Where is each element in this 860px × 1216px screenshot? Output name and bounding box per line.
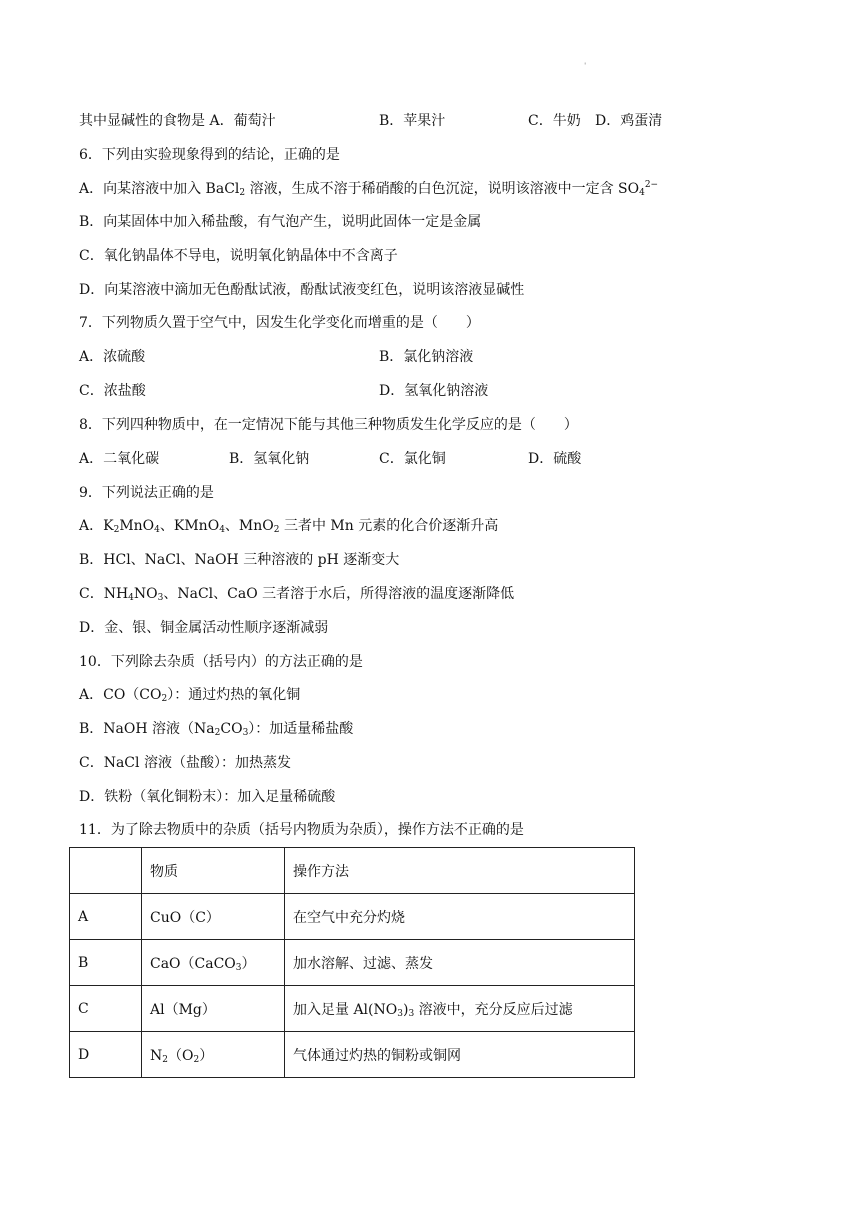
row-substance-tail: ）: [241, 955, 256, 972]
row-method-paren: ): [402, 1001, 409, 1018]
q9-stem: 9．下列说法正确的是: [79, 485, 214, 501]
row-substance-sub: 3: [235, 962, 242, 973]
q9a-t4: 、MnO: [224, 518, 274, 534]
row-substance-tail: ）: [199, 1047, 214, 1064]
row-substance-sub-2: 2: [193, 1054, 200, 1065]
q9-option-d: D．金、银、铜金属活动性顺序逐渐减弱: [79, 620, 329, 636]
q10b-s2: 3: [242, 728, 249, 738]
row-method: [285, 986, 635, 1032]
q9c-t2: NO: [133, 586, 158, 602]
q9-option-a: [79, 516, 498, 536]
row-method: 在空气中充分灼烧: [285, 894, 635, 940]
q11-stem: 11．为了除去物质中的杂质（括号内物质为杂质），操作方法不正确的是: [79, 822, 524, 838]
q7-option-b: B．氯化钠溶液: [379, 349, 474, 365]
q9c-t1: C．NH: [79, 586, 129, 602]
row-substance-text: CaO（CaCO: [150, 955, 236, 972]
q7-stem: 7．下列物质久置于空气中，因发生化学变化而增重的是（ ）: [79, 315, 480, 331]
table-row: [70, 894, 635, 940]
header-mark: ˈ: [584, 62, 587, 71]
table-header-row: [70, 848, 635, 894]
q6a-sub-2: 4: [639, 188, 645, 198]
q8-option-d: D．硫酸: [528, 451, 582, 467]
q8-stem: 8．下列四种物质中，在一定情况下能与其他三种物质发生化学反应的是（ ）: [79, 417, 578, 433]
row-method-tail: 溶液中，充分反应后过滤: [414, 1001, 573, 1018]
q10a-t1: A．CO（CO: [79, 687, 162, 703]
q6a-text-1: A．向某溶液中加入 BaCl: [79, 181, 240, 197]
row-substance-sub: 2: [162, 1054, 168, 1065]
row-method-sub-1: 3: [397, 1008, 403, 1019]
q5-option-c: C．牛奶: [528, 113, 581, 129]
q9a-s4: 2: [273, 525, 280, 535]
row-method: 气体通过灼热的铜粉或铜网: [285, 1032, 635, 1078]
q9-option-b: B．HCl、NaCl、NaOH 三种溶液的 pH 逐渐变大: [79, 552, 400, 568]
header-cell-method: 操作方法: [285, 848, 635, 894]
q5-stem: [79, 111, 276, 131]
row-key: A: [70, 894, 142, 940]
q9c-t3: 、NaCl、CaO 三者溶于水后，所得溶液的温度逐渐降低: [163, 586, 515, 602]
q5-option-d: D．鸡蛋清: [595, 113, 663, 129]
q9a-s3: 4: [219, 525, 225, 535]
row-method-text: 加入足量 Al(NO: [293, 1001, 398, 1018]
q10-option-b: [79, 719, 353, 739]
q9a-t1: A．K: [79, 518, 114, 534]
row-substance: CuO（C）: [142, 894, 285, 940]
q9c-s2: 3: [157, 593, 164, 603]
q9a-t5: 三者中 Mn 元素的化合价逐渐升高: [279, 518, 499, 534]
q5-option-b: B．苹果汁: [379, 113, 446, 129]
q10b-t3: ）：加适量稀盐酸: [248, 721, 354, 737]
q6-option-b: B．向某固体中加入稀盐酸，有气泡产生，说明此固体一定是金属: [79, 214, 482, 230]
q8-option-c: C．氯化铜: [379, 451, 446, 467]
q10-option-d: D．铁粉（氧化铜粉末）：加入足量稀硫酸: [79, 789, 336, 805]
q10-stem: 10．下列除去杂质（括号内）的方法正确的是: [79, 654, 363, 670]
q6-option-c: C．氧化钠晶体不导电，说明氧化钠晶体中不含离子: [79, 248, 398, 264]
q7-option-c: C．浓盐酸: [79, 383, 146, 399]
table-row: [70, 1032, 635, 1078]
row-key: D: [70, 1032, 142, 1078]
row-substance: Al（Mg）: [142, 986, 285, 1032]
q9a-s1: 2: [113, 525, 120, 535]
q7-option-d: D．氢氧化钠溶液: [379, 383, 489, 399]
q6-option-a: [79, 179, 658, 199]
q10-option-c: C．NaCl 溶液（盐酸）：加热蒸发: [79, 755, 291, 771]
row-substance: [142, 940, 285, 986]
q6-option-d: D．向某溶液中滴加无色酚酞试液，酚酞试液变红色，说明该溶液显碱性: [79, 282, 525, 298]
q10b-t2: CO: [220, 721, 243, 737]
q6-stem: 6．下列由实验现象得到的结论，正确的是: [79, 147, 340, 163]
q10a-s1: 2: [161, 694, 168, 704]
q6a-text-2: 溶液，生成不溶于稀硝酸的白色沉淀，说明该溶液中一定含 SO: [245, 181, 640, 197]
q5-stem-text: 其中显碱性的食物是: [79, 113, 205, 129]
q9a-s2: 4: [154, 525, 160, 535]
q7-option-a: A．浓硫酸: [79, 349, 146, 365]
row-method: 加水溶解、过滤、蒸发: [285, 940, 635, 986]
row-substance: [142, 1032, 285, 1078]
q10a-t2: ）：通过灼热的氧化铜: [167, 687, 301, 703]
row-key: C: [70, 986, 142, 1032]
q6a-sup: 2−: [644, 180, 659, 190]
q10-option-a: [79, 685, 300, 705]
row-key: B: [70, 940, 142, 986]
table-row: [70, 940, 635, 986]
q9-option-c: [79, 584, 514, 604]
q8-option-b: B．氢氧化钠: [229, 451, 310, 467]
q5-option-a: A．葡萄汁: [209, 113, 276, 129]
row-method-sub-2: 3: [408, 1008, 415, 1019]
table-row: [70, 986, 635, 1032]
q9c-s1: 4: [128, 593, 134, 603]
q10b-t1: B．NaOH 溶液（Na: [79, 721, 215, 737]
q10b-s1: 2: [214, 728, 221, 738]
q6a-sub-1: 2: [239, 188, 246, 198]
header-cell-blank: [70, 848, 142, 894]
q11-table: [69, 847, 635, 1078]
row-substance-text: N: [150, 1047, 163, 1064]
row-substance-mid: （O: [167, 1047, 194, 1064]
header-cell-substance: 物质: [142, 848, 285, 894]
q8-option-a: A．二氧化碳: [79, 451, 160, 467]
q9a-t3: 、KMnO: [159, 518, 220, 534]
q9a-t2: MnO: [119, 518, 155, 534]
